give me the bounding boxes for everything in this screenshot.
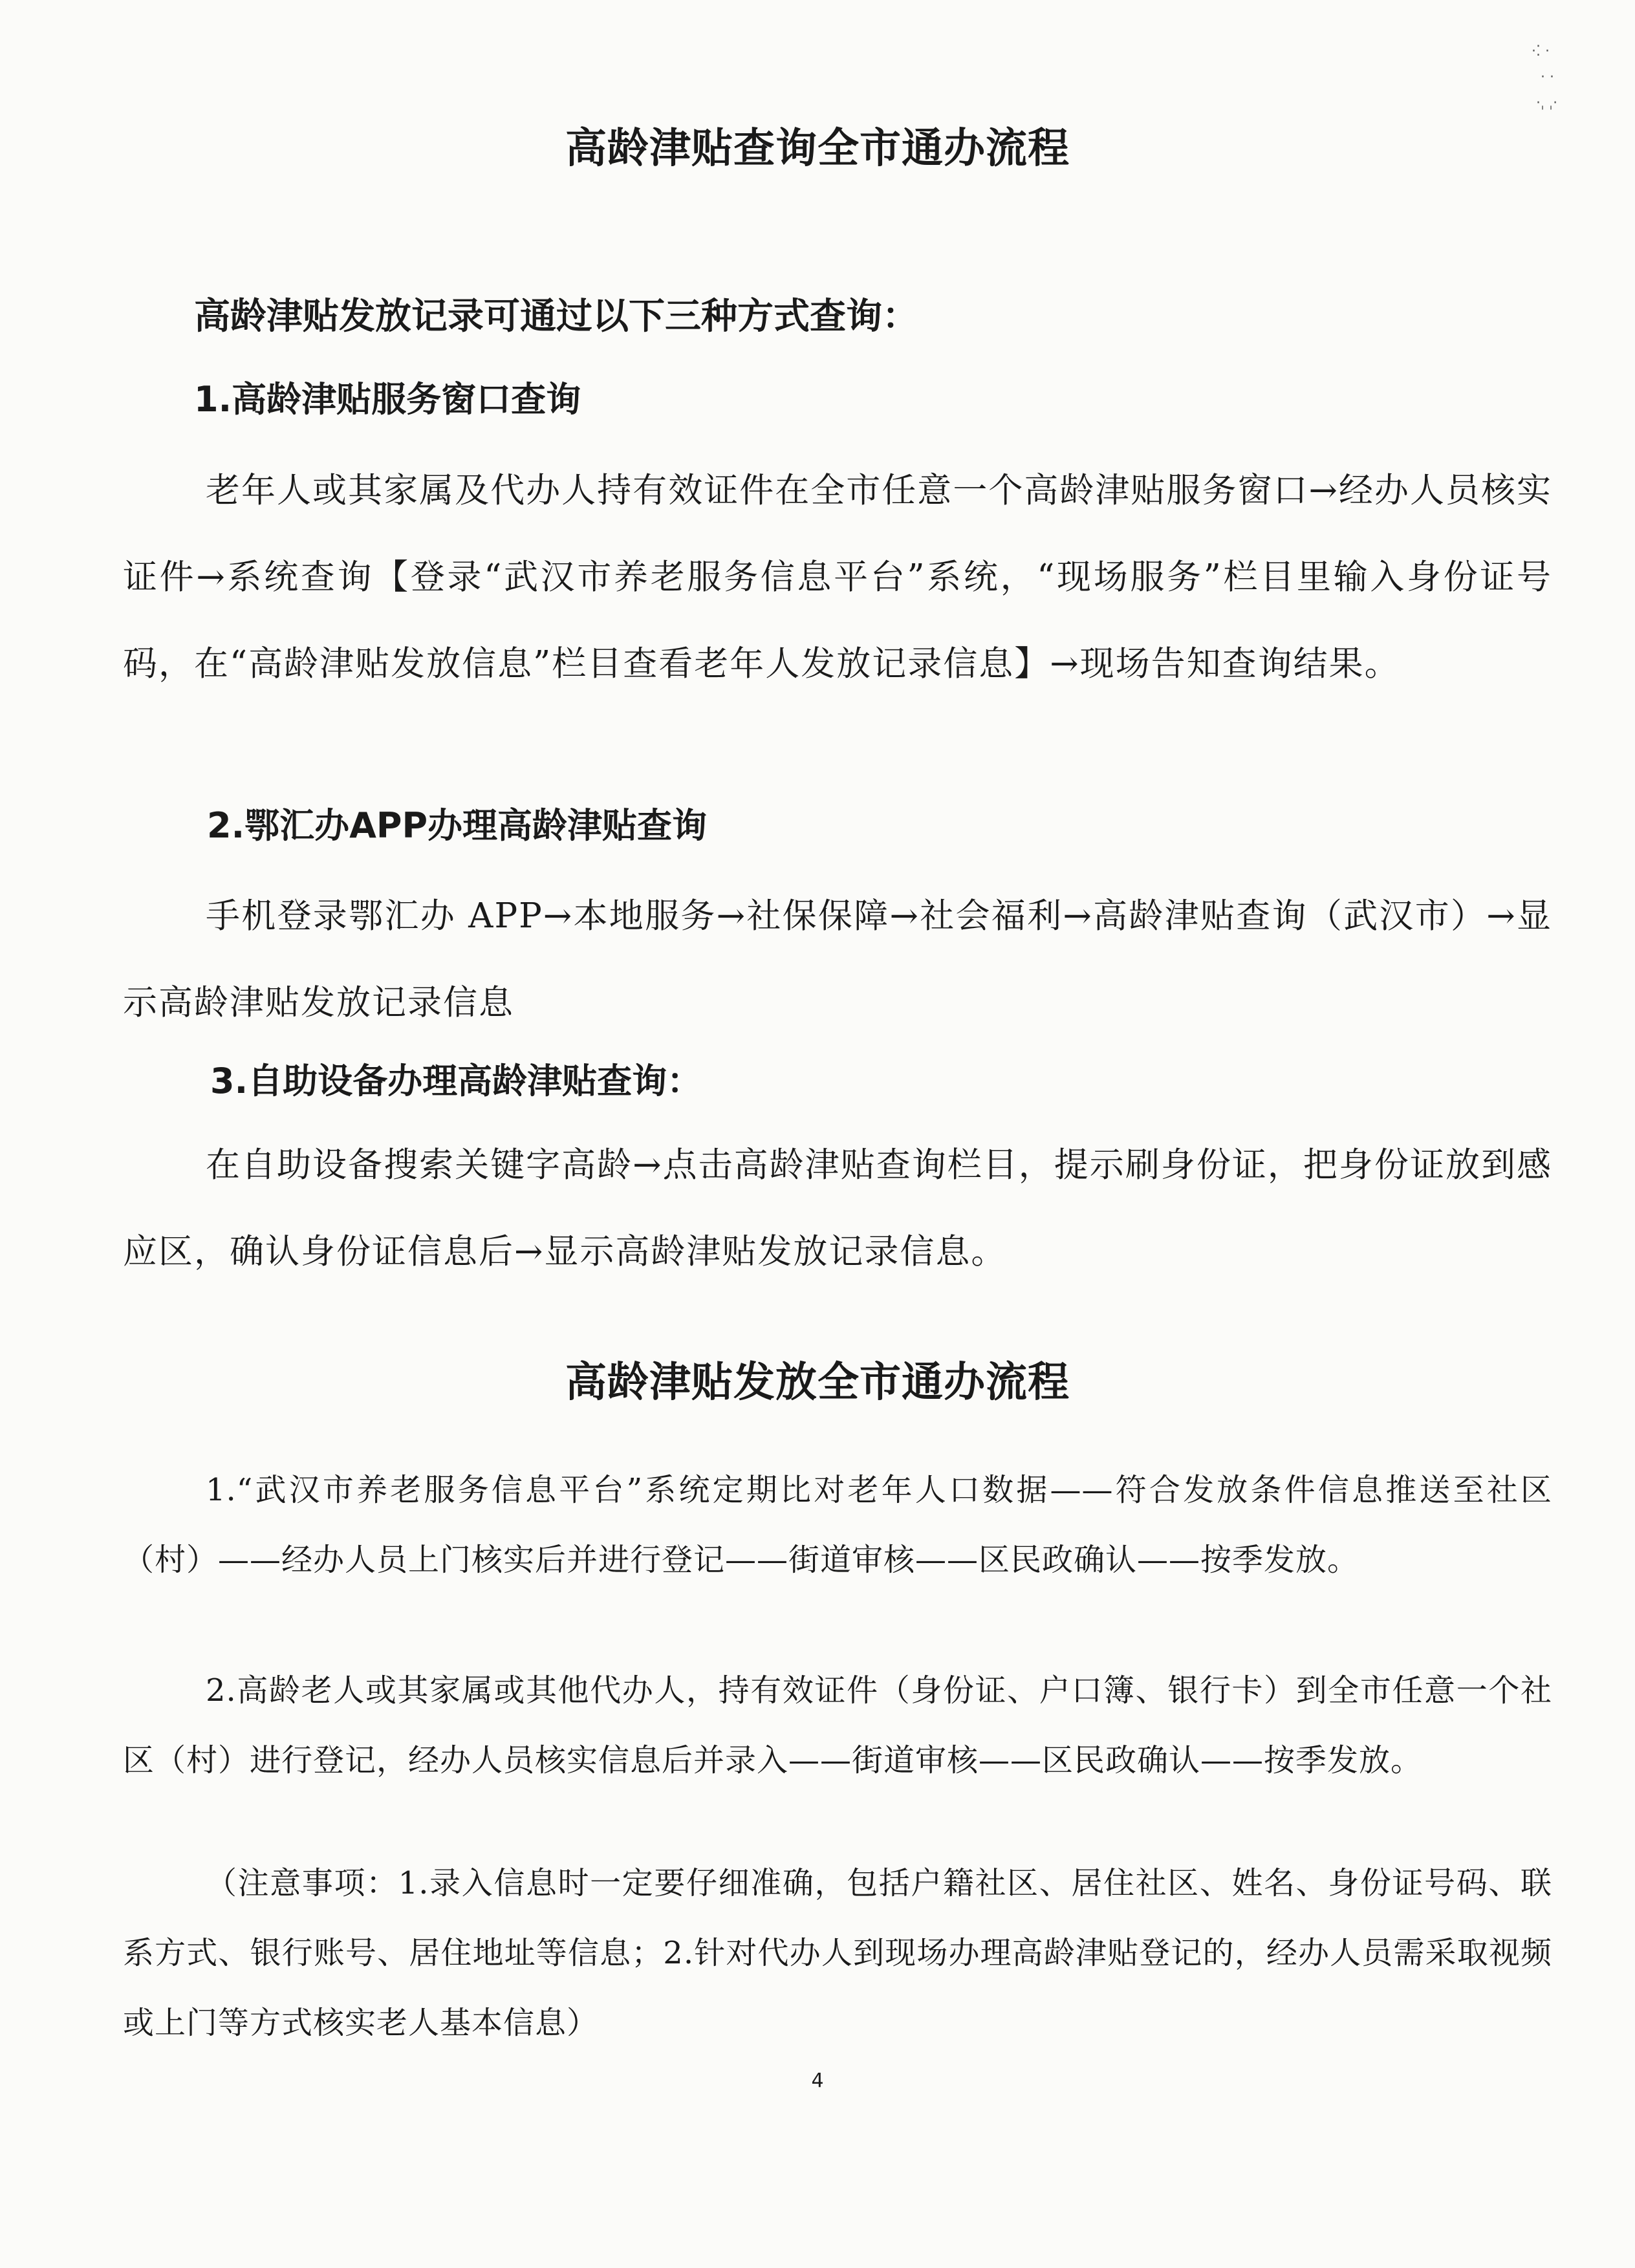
page-title: 高龄津贴查询全市通办流程: [565, 125, 1070, 173]
section-1-heading: 1.高龄津贴服务窗口查询: [194, 379, 581, 420]
process-item-2: 2.高龄老人或其家属或其他代办人，持有效证件（身份证、户口簿、银行卡）到全市任意一个社区（村）进行登记，经办人员核实信息后并录入——街道审核——区民政确认——按季发放。: [123, 1672, 1552, 1778]
second-title: 高龄津贴发放全市通办流程: [565, 1359, 1070, 1407]
section-1-paragraph: 老年人或其家属及代办人持有效证件在全市任意一个高龄津贴服务窗口→经办人员核实证件→系统查询【登录“武汉市养老服务信息平台”系统，“现场服务”栏目里输入身份证号码，在“高龄津贴发放信息”栏目查看老年人发放记录信息】→现场告知查询结果。: [123, 471, 1552, 684]
notes-paragraph: （注意事项：1.录入信息时一定要仔细准确，包括户籍社区、居住社区、姓名、身份证号码、联系方式、银行账号、居住地址等信息；2.针对代办人到现场办理高龄津贴登记的，经办人员需采取视频或上门等方式核实老人基本信息）: [123, 1865, 1552, 2041]
section-3-paragraph: 在自助设备搜索关键字高龄→点击高龄津贴查询栏目，提示刷身份证，把身份证放到感应区，确认身份证信息后→显示高龄津贴发放记录信息。: [123, 1145, 1552, 1271]
intro-text: 高龄津贴发放记录可通过以下三种方式查询：: [194, 296, 918, 338]
process-item-1: 1.“武汉市养老服务信息平台”系统定期比对老年人口数据——符合发放条件信息推送至社区（村）——经办人员上门核实后并进行登记——街道审核——区民政确认——按季发放。: [123, 1472, 1552, 1578]
section-2-heading: 2.鄂汇办APP办理高龄津贴查询: [207, 805, 708, 846]
section-3-heading: 3.自助设备办理高龄津贴查询：: [210, 1061, 702, 1101]
page-number: 4: [811, 2069, 824, 2092]
section-2-paragraph: 手机登录鄂汇办 APP→本地服务→社保保障→社会福利→高龄津贴查询（武汉市）→显示高龄津贴发放记录信息: [123, 896, 1552, 1022]
scan-specks: ·⁚ · · · ·ˌ ˌ·: [1532, 43, 1558, 111]
